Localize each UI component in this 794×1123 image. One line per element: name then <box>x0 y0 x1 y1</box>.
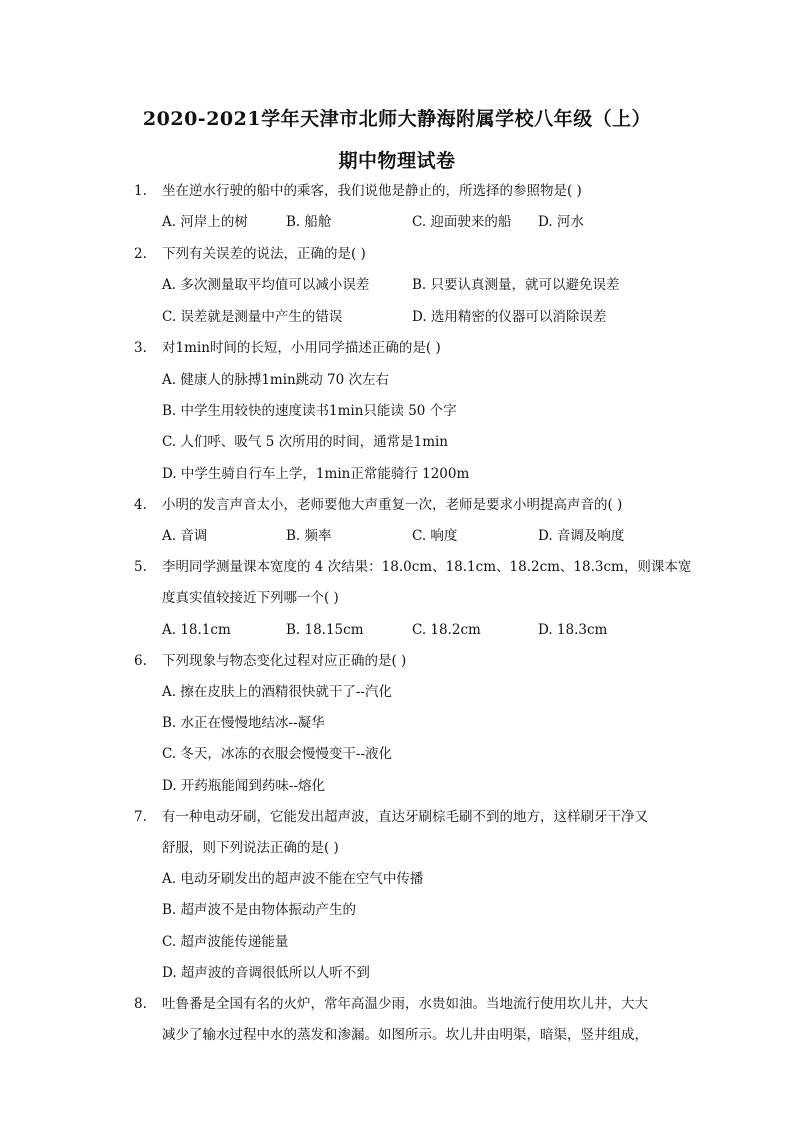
question-stem: 李明同学测量课本宽度的 4 次结果：18.0cm、18.1cm、18.2cm、18.3cm，则课本宽 <box>162 559 692 575</box>
option-c: C. 冬天，冰冻的衣服会慢慢变干--液化 <box>162 746 393 762</box>
option-a: A. 音调 <box>162 528 208 544</box>
option-a: A. 电动牙刷发出的超声波不能在空气中传播 <box>162 871 424 887</box>
document-title-line-2: 期中物理试卷 <box>338 150 456 172</box>
option-a: A. 河岸上的树 <box>162 214 248 230</box>
question-stem: 有一种电动牙刷，它能发出超声波，直达牙刷棕毛刷不到的地方，这样刷牙干净又 <box>162 809 648 825</box>
question-number: 5. <box>134 559 147 575</box>
question-stem-continued: 减少了输水过程中水的蒸发和渗漏。如图所示。坎儿井由明渠，暗渠，竖井组成， <box>162 1027 648 1043</box>
option-b: B. 频率 <box>286 528 332 544</box>
question-stem: 吐鲁番是全国有名的火炉，常年高温少雨，水贵如油。当地流行使用坎儿井，大大 <box>162 996 648 1012</box>
option-d: D. 选用精密的仪器可以消除误差 <box>412 309 607 325</box>
option-b: B. 水正在慢慢地结冰--凝华 <box>162 715 325 731</box>
question-stem-continued: 度真实值较接近下列哪一个( ) <box>162 590 339 606</box>
option-d: D. 中学生骑自行车上学，1min正常能骑行 1200m <box>162 466 470 482</box>
question-number: 1. <box>134 183 147 199</box>
option-b: B. 18.15cm <box>286 622 364 638</box>
question-stem: 对1min时间的长短，小用同学描述正确的是( ) <box>162 340 441 356</box>
option-b: B. 中学生用较快的速度读书1min只能读 50 个字 <box>162 403 457 419</box>
option-b: B. 只要认真测量，就可以避免误差 <box>412 277 620 293</box>
question-number: 4. <box>134 497 147 513</box>
option-c: C. 误差就是测量中产生的错误 <box>162 309 343 325</box>
question-number: 2. <box>134 246 147 262</box>
question-stem: 下列有关误差的说法，正确的是( ) <box>162 246 366 262</box>
option-a: A. 健康人的脉搏1min跳动 70 次左右 <box>162 372 389 388</box>
option-c: C. 超声波能传递能量 <box>162 934 289 950</box>
option-b: B. 超声波不是由物体振动产生的 <box>162 902 357 918</box>
option-c: C. 18.2cm <box>412 622 481 638</box>
option-a: A. 多次测量取平均值可以减小误差 <box>162 277 370 293</box>
question-number: 3. <box>134 340 147 356</box>
option-d: D. 超声波的音调很低所以人听不到 <box>162 965 370 981</box>
option-a: A. 18.1cm <box>162 622 231 638</box>
option-d: D. 开药瓶能闻到药味--熔化 <box>162 778 326 794</box>
option-d: D. 18.3cm <box>538 622 608 638</box>
question-number: 7. <box>134 809 147 825</box>
option-d: D. 音调及响度 <box>538 528 625 544</box>
question-stem: 坐在逆水行驶的船中的乘客，我们说他是静止的，所选择的参照物是( ) <box>162 183 582 199</box>
question-stem-continued: 舒服，则下列说法正确的是( ) <box>162 840 339 856</box>
option-c: C. 迎面驶来的船 <box>412 214 512 230</box>
option-b: B. 船舱 <box>286 214 332 230</box>
option-c: C. 人们呼、吸气 5 次所用的时间，通常是1min <box>162 434 449 450</box>
question-stem: 小明的发言声音太小，老师要他大声重复一次，老师是要求小明提高声音的( ) <box>162 497 623 513</box>
option-d: D. 河水 <box>538 214 584 230</box>
question-stem: 下列现象与物态变化过程对应正确的是( ) <box>162 653 407 669</box>
option-c: C. 响度 <box>412 528 458 544</box>
question-number: 8. <box>134 996 147 1012</box>
question-number: 6. <box>134 653 147 669</box>
document-title-line-1: 2020-2021学年天津市北师大静海附属学校八年级（上） <box>142 108 652 130</box>
option-a: A. 擦在皮肤上的酒精很快就干了--汽化 <box>162 684 392 700</box>
